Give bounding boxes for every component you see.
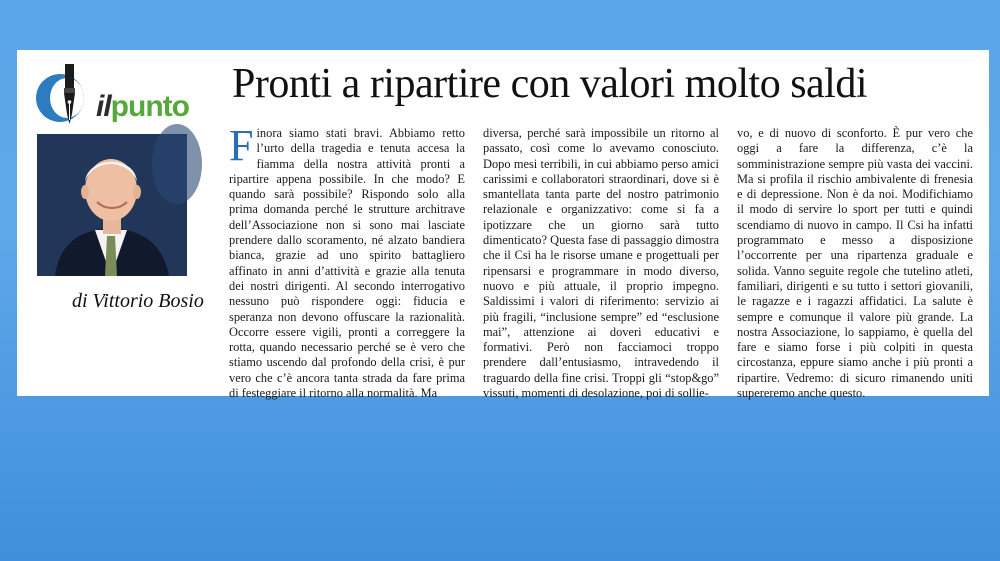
logo-suffix: punto: [110, 90, 189, 123]
fountain-pen-icon: [56, 62, 82, 132]
il-punto-logo: [36, 62, 196, 132]
article-headline: Pronti a ripartire con valori molto saldi: [232, 61, 868, 107]
logo-prefix: il: [96, 90, 111, 123]
article-column-1: [229, 121, 465, 401]
column-1-text: inora siamo stati bravi. Abbiamo retto l’urto della tragedia e tenuta accesa la fiamma della nostra attività pronti a ripartire appena possibile. In che modo? E quando sarà possibile? Rispondo solo alla prima domanda perché le strutture architrave dell’Associazione non si sono mai lasciate prendere dallo scoramento, né alzato bandiera bianca, grazie ad uno spirito battagliero affinato in anni d’attività e grazie alla tenuta dei nostri dirigenti. Al secondo interrogativo nessuno può rispondere oggi: fiducia e speranza non devono offuscare la razionalità. Occorre essere vigili, pronti a correggere la rotta, quando necessario perché se è vero che stiamo uscendo dal profondo della crisi, è pur vero che c’è ancora tanta strada da fare prima di festeggiare il ritorno alla normalità. Ma: [229, 126, 465, 401]
drop-cap: F: [229, 121, 254, 170]
author-photo: [37, 134, 187, 276]
logo-wordmark: [96, 90, 189, 124]
author-portrait: [37, 134, 187, 276]
article-column-3: vo, e di nuovo di sconforto. È pur vero che oggi a fare la differenza, c’è la somministrazione sempre più vasta dei vaccini. Ma si profila il rischio ambivalente di frenesia e di depressione. Non è da noi. Modifichiamo il modo di servire lo sport per tutti e quindi scendiamo di nuovo in campo. Il Csi ha infatti programmato e messo a disposizione l’occorrente per una ripartenza graduale e solida. Vanno seguite regole che tutelino atleti, familiari, dirigenti e su tutto i settori giovanili, le ragazze e i ragazzi affidatici. La salute è sempre e comunque il valore più grande. La nostra Associazione, lo sappiamo, è quella del fare e siamo forse i più colpiti in questa circostanza, eppure siamo anche i più pronti a ripartire. Vedremo: di sicuro rimanendo uniti supereremo anche questo.: [737, 126, 973, 401]
article-column-2: diversa, perché sarà impossibile un ritorno al passato, così come lo avevamo conosciuto. Dopo mesi terribili, in cui abbiamo perso amici carissimi e collaboratori straordinari, dove si è smantellata tanta parte del nostro patrimonio relazionale e organizzativo: come si fa a ipotizzare che un giorno sarà tutto dimenticato? Questa fase di passaggio dimostra che il Csi ha le risorse umane e progettuali per ripensarsi e programmare in modo diverso, nuovo e più attuale, il proprio impegno. Saldissimi i valori di riferimento: servizio ai più fragili, “inclusione sempre” ed “esclusione mai”, attenzione ai doveri educativi e formativi. Però non facciamoci troppo prendere dall’entusiasmo, intravedendo il traguardo della fine crisi. Troppi gli “stop&go” vissuti, momenti di desolazione, poi di sollie-: [483, 126, 719, 401]
author-byline: di Vittorio Bosio: [72, 290, 204, 312]
